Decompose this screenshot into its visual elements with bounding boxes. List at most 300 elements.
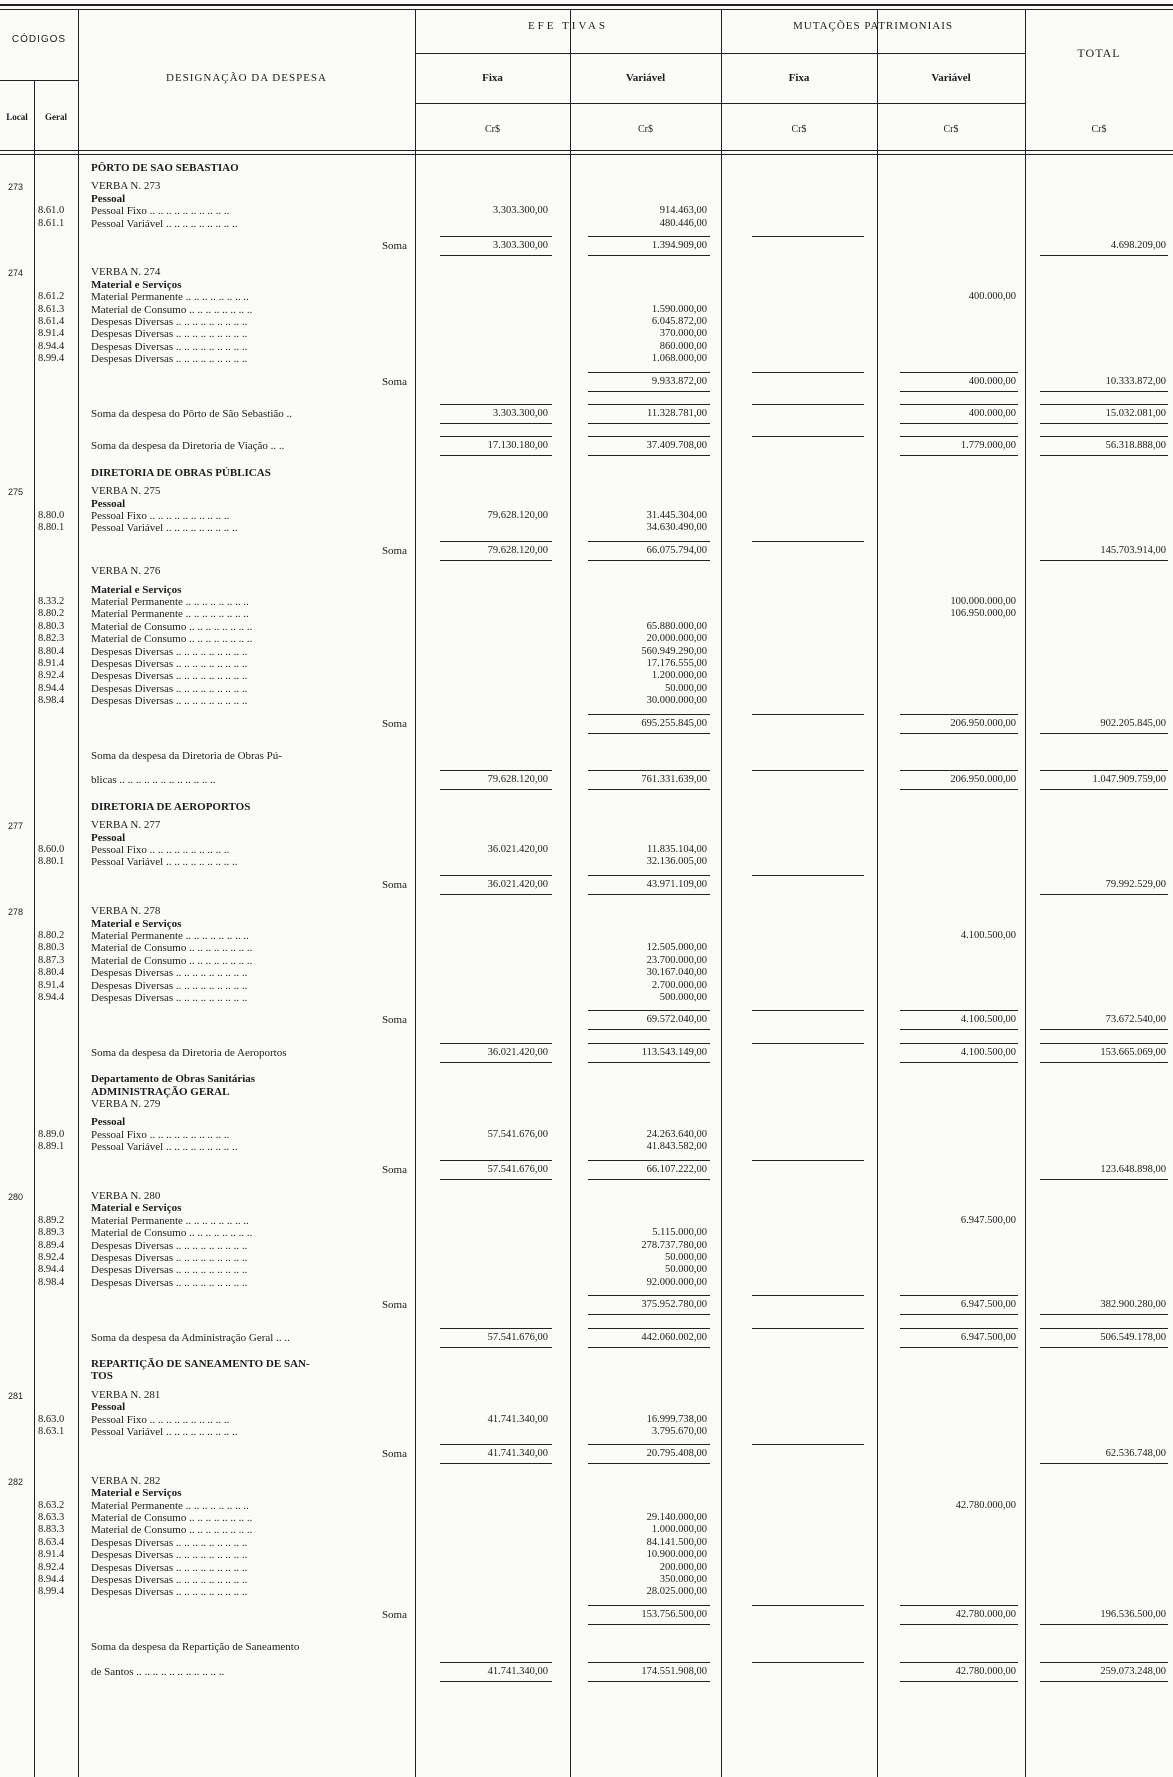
value-efetiva-variavel: 11.328.781,00 — [647, 408, 707, 419]
sum-rule-variavel — [588, 1160, 710, 1161]
top-rule-inner — [0, 9, 1173, 10]
expense-description: VERBA N. 277 — [91, 819, 161, 832]
value-efetiva-variavel: 153.756.500,00 — [641, 1608, 707, 1620]
code-geral: 8.94.4 — [38, 340, 65, 352]
expense-description: Despesas Diversas .. .. .. .. .. .. .. .. .. — [91, 1239, 248, 1252]
top-rule — [0, 4, 1173, 6]
value-efetiva-fixa: 57.541.676,00 — [487, 1128, 548, 1140]
section-heading: Material e Serviços — [91, 1202, 182, 1215]
value-total: 56.318.888,00 — [1105, 440, 1166, 452]
expense-description: Pessoal Fixo .. .. .. .. .. .. .. .. .. .. — [91, 1128, 230, 1141]
value-mutacao-variavel: 400.000,00 — [968, 291, 1016, 303]
value-efetiva-variavel: 30.000.000,00 — [646, 695, 707, 707]
sum-rule-below-total — [1040, 255, 1168, 256]
soma-label: Soma — [381, 717, 407, 730]
sum-rule-mut-fixa — [752, 1444, 864, 1445]
sum-rule-below-fixa — [440, 1463, 552, 1464]
expense-description: Soma da despesa da Diretoria de Viação .. .. — [91, 440, 285, 453]
code-geral: 8.63.4 — [38, 1536, 65, 1548]
code-geral: 8.92.4 — [38, 1252, 65, 1263]
sum-rule-total — [1040, 404, 1168, 405]
sum-rule-below-fixa — [440, 894, 552, 895]
rule-sub — [415, 103, 1025, 104]
sum-rule-mut-fixa — [752, 1160, 864, 1161]
expense-description: Pessoal Variável .. .. .. .. .. .. .. .. .. — [91, 522, 238, 535]
sum-rule-mut-fixa — [752, 236, 864, 237]
value-efetiva-fixa: 36.021.420,00 — [487, 1046, 548, 1058]
code-geral: 8.80.3 — [38, 942, 65, 954]
sum-rule-below-variavel — [588, 1062, 710, 1063]
sum-rule-below-variavel — [588, 1624, 710, 1625]
value-efetiva-variavel: 84.141.500,00 — [646, 1536, 707, 1548]
header-currency-5: Cr$ — [1091, 124, 1107, 135]
sum-rule-mut-variavel — [900, 1043, 1018, 1044]
sum-rule-mut-variavel — [900, 404, 1018, 405]
expense-description: Despesas Diversas .. .. .. .. .. .. .. .. .. — [91, 670, 248, 683]
value-efetiva-variavel: 375.952.780,00 — [641, 1299, 707, 1311]
value-efetiva-fixa: 41.741.340,00 — [487, 1665, 548, 1677]
sum-rule-below-mut — [900, 1314, 1018, 1315]
sum-rule-below-variavel — [588, 560, 710, 561]
expense-description: VERBA N. 279 — [91, 1098, 161, 1110]
code-geral: 8.91.4 — [38, 658, 65, 669]
value-efetiva-variavel: 113.543.149,00 — [641, 1046, 707, 1058]
value-efetiva-variavel: 860.000,00 — [659, 340, 707, 352]
soma-label: Soma — [381, 1014, 407, 1027]
expense-description: Material Permanente .. .. .. .. .. .. .. .. — [91, 1499, 249, 1512]
sum-rule-mut-fixa — [752, 372, 864, 373]
code-geral: 8.61.3 — [38, 303, 65, 315]
code-geral: 8.63.0 — [38, 1413, 65, 1425]
sum-rule-below-total — [1040, 1347, 1168, 1348]
expense-description: Material Permanente .. .. .. .. .. .. .. .. — [91, 930, 249, 942]
value-mutacao-variavel: 400.000,00 — [968, 375, 1016, 387]
sum-rule-below-variavel — [588, 1314, 710, 1315]
value-total: 79.992.529,00 — [1105, 878, 1166, 890]
sum-rule-below-mut — [900, 391, 1018, 392]
value-efetiva-variavel: 2.700.000,00 — [651, 979, 707, 991]
expense-description: Despesas Diversas .. .. .. .. .. .. .. .. .. — [91, 682, 248, 695]
value-efetiva-variavel: 1.000.000,00 — [651, 1524, 707, 1536]
expense-description: VERBA N. 273 — [91, 180, 161, 193]
header-currency-3: Cr$ — [791, 124, 807, 135]
sum-rule-below-variavel — [588, 391, 710, 392]
value-total: 15.032.081,00 — [1105, 408, 1166, 419]
expense-description: Material Permanente .. .. .. .. .. .. .. .. — [91, 608, 249, 621]
sum-rule-variavel — [588, 541, 710, 542]
expense-description: Material de Consumo .. .. .. .. .. .. .. .. — [91, 633, 253, 646]
sum-rule-fixa — [440, 404, 552, 405]
expense-description: Despesas Diversas .. .. .. .. .. .. .. .. .. — [91, 979, 248, 992]
code-geral: 8.99.4 — [38, 1586, 65, 1598]
value-mutacao-variavel: 6.947.500,00 — [960, 1331, 1016, 1343]
value-total: 382.900.280,00 — [1100, 1299, 1166, 1311]
code-geral: 8.83.3 — [38, 1524, 65, 1536]
rule-variavel — [721, 10, 722, 1777]
rule-codigos — [0, 80, 78, 81]
expense-description: Material de Consumo .. .. .. .. .. .. .. .. — [91, 954, 253, 967]
value-mutacao-variavel: 4.100.500,00 — [960, 1046, 1016, 1058]
value-efetiva-variavel: 5.115.000,00 — [652, 1227, 707, 1239]
header-geral: Geral — [45, 112, 67, 122]
sum-rule-mut-variavel — [900, 770, 1018, 771]
sum-rule-below-total — [1040, 1062, 1168, 1063]
expense-description: Despesas Diversas .. .. .. .. .. .. .. .. .. — [91, 1276, 248, 1289]
value-efetiva-fixa: 41.741.340,00 — [487, 1413, 548, 1425]
sum-rule-below-fixa — [440, 1347, 552, 1348]
header-mutacoes-variavel: Variável — [931, 72, 971, 84]
value-total: 10.333.872,00 — [1105, 375, 1166, 387]
value-mutacao-variavel: 100.000.000,00 — [950, 596, 1016, 607]
value-total: 153.665.069,00 — [1100, 1046, 1166, 1058]
code-geral: 8.80.4 — [38, 645, 65, 657]
header-currency-1: Cr$ — [485, 124, 500, 135]
section-heading: DIRETORIA DE AEROPORTOS — [91, 800, 251, 813]
sum-rule-below-mut — [900, 1062, 1018, 1063]
value-mutacao-variavel: 206.950.000,00 — [950, 774, 1016, 786]
soma-label: Soma — [381, 1163, 407, 1176]
rule-header-bottom-2 — [0, 154, 1173, 155]
value-efetiva-variavel: 200.000,00 — [659, 1561, 707, 1573]
value-efetiva-variavel: 11.835.104,00 — [647, 844, 707, 855]
value-efetiva-variavel: 3.795.670,00 — [651, 1426, 707, 1437]
sum-rule-below-fixa — [440, 560, 552, 561]
value-efetiva-variavel: 41.843.582,00 — [646, 1141, 707, 1153]
sum-rule-mut-variavel — [900, 1605, 1018, 1606]
code-geral: 8.61.4 — [38, 316, 65, 327]
value-efetiva-variavel: 560.949.290,00 — [641, 645, 707, 657]
sum-rule-total — [1040, 1043, 1168, 1044]
value-efetiva-variavel: 50.000,00 — [665, 1252, 707, 1263]
sum-rule-mut-variavel — [900, 1328, 1018, 1329]
sum-rule-mut-fixa — [752, 1295, 864, 1296]
value-total: 4.698.209,00 — [1110, 240, 1166, 251]
code-geral: 8.80.0 — [38, 510, 65, 521]
sum-rule-mut-fixa — [752, 875, 864, 876]
sum-rule-below-total — [1040, 1624, 1168, 1625]
expense-description: Material Permanente .. .. .. .. .. .. .. .. — [91, 596, 249, 608]
code-local: 273 — [8, 182, 24, 193]
sum-rule-variavel — [588, 436, 710, 437]
value-efetiva-variavel: 12.505.000,00 — [646, 942, 707, 954]
code-geral: 8.80.1 — [38, 522, 65, 534]
expense-description: Soma da despesa da Administração Geral .. .. — [91, 1331, 290, 1344]
value-efetiva-variavel: 278.737.780,00 — [641, 1239, 707, 1251]
expense-description: Despesas Diversas .. .. .. .. .. .. .. .. .. — [91, 992, 248, 1004]
sum-rule-total — [1040, 1662, 1168, 1663]
sum-rule-mut-fixa — [752, 404, 864, 405]
expense-description: VERBA N. 282 — [91, 1474, 161, 1487]
value-mutacao-variavel: 206.950.000,00 — [950, 717, 1016, 729]
expense-description: Pessoal Variável .. .. .. .. .. .. .. .. .. — [91, 1426, 238, 1438]
sum-rule-variavel — [588, 236, 710, 237]
sum-rule-below-fixa — [440, 789, 552, 790]
expense-description: Despesas Diversas .. .. .. .. .. .. .. .. .. — [91, 1549, 248, 1562]
sum-rule-fixa — [440, 875, 552, 876]
sum-rule-fixa — [440, 1160, 552, 1161]
value-efetiva-fixa: 36.021.420,00 — [487, 844, 548, 855]
sum-rule-below-total — [1040, 894, 1168, 895]
expense-description: Despesas Diversas .. .. .. .. .. .. .. .. .. — [91, 1586, 248, 1599]
value-efetiva-fixa: 79.628.120,00 — [487, 510, 548, 521]
sum-rule-below-fixa — [440, 455, 552, 456]
code-geral: 8.63.1 — [38, 1426, 65, 1437]
sum-rule-below-total — [1040, 789, 1168, 790]
sum-rule-below-total — [1040, 560, 1168, 561]
value-total: 123.648.898,00 — [1100, 1163, 1166, 1175]
code-geral: 8.80.2 — [38, 930, 65, 941]
sum-rule-below-variavel — [588, 455, 710, 456]
sum-rule-below-variavel — [588, 733, 710, 734]
sum-rule-below-mut — [900, 1681, 1018, 1682]
expense-description: Despesas Diversas .. .. .. .. .. .. .. .. .. — [91, 328, 248, 341]
sum-rule-fixa — [440, 1444, 552, 1445]
value-efetiva-variavel: 50.000,00 — [665, 682, 707, 694]
sum-rule-below-total — [1040, 733, 1168, 734]
value-efetiva-variavel: 9.933.872,00 — [651, 375, 707, 387]
sum-rule-mut-fixa — [752, 1010, 864, 1011]
section-heading: Pessoal — [91, 831, 126, 844]
value-efetiva-variavel: 1.068.000,00 — [651, 353, 707, 365]
expense-description: Material de Consumo .. .. .. .. .. .. .. .. — [91, 620, 253, 633]
expense-description: Despesas Diversas .. .. .. .. .. .. .. .. .. — [91, 1252, 248, 1264]
sum-rule-below-variavel — [588, 1029, 710, 1030]
value-efetiva-fixa: 36.021.420,00 — [487, 878, 548, 890]
value-efetiva-variavel: 28.025.000,00 — [646, 1586, 707, 1598]
sum-rule-mut-variavel — [900, 714, 1018, 715]
sum-rule-mut-variavel — [900, 1662, 1018, 1663]
expense-description: VERBA N. 275 — [91, 485, 161, 498]
value-efetiva-variavel: 20.000.000,00 — [646, 633, 707, 645]
header-efetivas-fixa: Fixa — [482, 72, 503, 84]
expense-description: Soma da despesa da Diretoria de Aeroportos — [91, 1046, 287, 1059]
value-efetiva-variavel: 30.167.040,00 — [646, 967, 707, 979]
code-geral: 8.91.4 — [38, 1549, 65, 1561]
value-efetiva-variavel: 23.700.000,00 — [646, 954, 707, 966]
expense-description: Soma da despesa da Diretoria de Obras Pú- — [91, 750, 282, 762]
expense-description: Despesas Diversas .. .. .. .. .. .. .. .. .. — [91, 695, 248, 708]
header-efetivas: EFE TIVAS — [527, 20, 609, 32]
expense-description: Despesas Diversas .. .. .. .. .. .. .. .. .. — [91, 967, 248, 980]
expense-description: Material de Consumo .. .. .. .. .. .. .. .. — [91, 1512, 253, 1524]
code-geral: 8.63.3 — [38, 1512, 65, 1523]
sum-rule-below-mut — [900, 1029, 1018, 1030]
value-efetiva-variavel: 695.255.845,00 — [641, 717, 707, 729]
value-efetiva-fixa: 79.628.120,00 — [487, 774, 548, 786]
expense-description: Despesas Diversas .. .. .. .. .. .. .. .. .. — [91, 1264, 248, 1277]
code-geral: 8.89.4 — [38, 1239, 65, 1251]
value-efetiva-variavel: 20.795.408,00 — [646, 1448, 707, 1460]
value-efetiva-fixa: 57.541.676,00 — [487, 1331, 548, 1343]
sum-rule-variavel — [588, 1444, 710, 1445]
code-geral: 8.99.4 — [38, 353, 65, 365]
value-efetiva-variavel: 92.000.000,00 — [646, 1276, 707, 1288]
section-heading: DIRETORIA DE OBRAS PÚBLICAS — [91, 466, 271, 479]
value-efetiva-variavel: 31.445.304,00 — [646, 510, 707, 521]
section-heading: Pessoal — [91, 497, 126, 510]
code-geral: 8.33.2 — [38, 596, 65, 607]
value-mutacao-variavel: 400.000,00 — [968, 408, 1016, 419]
sum-rule-fixa — [440, 1662, 552, 1663]
sum-rule-total — [1040, 436, 1168, 437]
value-efetiva-fixa: 3.303.300,00 — [492, 205, 548, 217]
soma-label: Soma — [381, 375, 407, 388]
sum-rule-total — [1040, 1328, 1168, 1329]
sum-rule-below-variavel — [588, 789, 710, 790]
expense-description: Pessoal Variável .. .. .. .. .. .. .. .. .. — [91, 1141, 238, 1154]
expense-description: Despesas Diversas .. .. .. .. .. .. .. .. .. — [91, 316, 248, 328]
section-heading: Material e Serviços — [91, 917, 182, 930]
code-local: 275 — [8, 487, 24, 498]
code-geral: 8.94.4 — [38, 1264, 65, 1276]
value-efetiva-fixa: 3.303.300,00 — [492, 240, 548, 251]
sum-rule-mut-fixa — [752, 714, 864, 715]
sum-rule-below-fixa — [440, 423, 552, 424]
value-efetiva-variavel: 1.590.000,00 — [651, 303, 707, 315]
soma-label: Soma — [381, 240, 407, 252]
sum-rule-variavel — [588, 1662, 710, 1663]
expense-description: Despesas Diversas .. .. .. .. .. .. .. .. .. — [91, 340, 248, 353]
sum-rule-below-total — [1040, 1179, 1168, 1180]
code-geral: 8.82.3 — [38, 633, 65, 645]
value-efetiva-fixa: 79.628.120,00 — [487, 544, 548, 556]
code-geral: 8.63.2 — [38, 1499, 65, 1511]
code-geral: 8.98.4 — [38, 695, 65, 707]
code-geral: 8.94.4 — [38, 1574, 65, 1585]
value-total: 259.073.248,00 — [1100, 1665, 1166, 1677]
expense-description: Pessoal Fixo .. .. .. .. .. .. .. .. .. .. — [91, 1413, 230, 1426]
code-geral: 8.89.0 — [38, 1128, 65, 1140]
expense-description: Material de Consumo .. .. .. .. .. .. .. .. — [91, 1524, 253, 1537]
expense-description: VERBA N. 280 — [91, 1190, 161, 1202]
sum-rule-variavel — [588, 1295, 710, 1296]
sum-rule-below-variavel — [588, 1347, 710, 1348]
expense-description: Material Permanente .. .. .. .. .. .. .. .. — [91, 1214, 249, 1227]
expense-description: Pessoal Variável .. .. .. .. .. .. .. .. .. — [91, 856, 238, 869]
sum-rule-below-mut — [900, 1624, 1018, 1625]
value-efetiva-variavel: 24.263.640,00 — [646, 1128, 707, 1140]
sum-rule-below-total — [1040, 1029, 1168, 1030]
code-geral: 8.94.4 — [38, 992, 65, 1003]
sum-rule-mut-fixa — [752, 1605, 864, 1606]
section-heading: ADMINISTRAÇÃO GERAL — [91, 1085, 230, 1098]
sum-rule-below-variavel — [588, 1179, 710, 1180]
sum-rule-variavel — [588, 372, 710, 373]
code-geral: 8.98.4 — [38, 1276, 65, 1288]
value-total: 196.536.500,00 — [1100, 1608, 1166, 1620]
sum-rule-mut-variavel — [900, 1295, 1018, 1296]
rule-mut-variavel — [1025, 10, 1026, 1777]
sum-rule-below-total — [1040, 455, 1168, 456]
section-heading: TOS — [91, 1370, 113, 1383]
header-currency-2: Cr$ — [638, 124, 653, 135]
sum-rule-below-mut — [900, 789, 1018, 790]
value-total: 1.047.909.759,00 — [1092, 774, 1166, 786]
section-heading: Pessoal — [91, 1401, 126, 1414]
expense-description: Pessoal Fixo .. .. .. .. .. .. .. .. .. .. — [91, 205, 230, 218]
section-heading: Material e Serviços — [91, 1487, 182, 1500]
expense-description: VERBA N. 274 — [91, 266, 161, 279]
code-geral: 8.89.3 — [38, 1227, 65, 1239]
soma-label: Soma — [381, 1299, 407, 1312]
sum-rule-variavel — [588, 714, 710, 715]
sum-rule-mut-fixa — [752, 1043, 864, 1044]
value-mutacao-variavel: 6.947.500,00 — [960, 1299, 1016, 1311]
value-efetiva-variavel: 43.971.109,00 — [646, 878, 707, 890]
sum-rule-fixa — [440, 541, 552, 542]
sum-rule-total — [1040, 770, 1168, 771]
sum-rule-mut-fixa — [752, 541, 864, 542]
code-geral: 8.80.1 — [38, 856, 65, 868]
header-codigos: CÓDIGOS — [11, 34, 67, 45]
expense-description: Pessoal Fixo .. .. .. .. .. .. .. .. .. .. — [91, 844, 230, 856]
code-local: 281 — [8, 1390, 24, 1401]
sum-rule-below-variavel — [588, 255, 710, 256]
sum-rule-fixa — [440, 1043, 552, 1044]
code-geral: 8.61.0 — [38, 205, 65, 217]
sum-rule-fixa — [440, 770, 552, 771]
expense-description: de Santos .. .. .. .. .. .. .. .. .. .. .. — [91, 1665, 225, 1678]
sum-rule-below-variavel — [588, 1463, 710, 1464]
value-total: 145.703.914,00 — [1100, 544, 1166, 556]
expense-description: blicas .. .. .. .. .. .. .. .. .. .. .. .. — [91, 774, 216, 787]
rule-group — [415, 53, 1025, 54]
code-local: 274 — [8, 268, 24, 279]
code-geral: 8.91.4 — [38, 979, 65, 991]
expense-description: Material de Consumo .. .. .. .. .. .. .. .. — [91, 303, 253, 316]
header-mutacoes-fixa: Fixa — [788, 72, 810, 84]
soma-label: Soma — [381, 878, 407, 891]
sum-rule-mut-variavel — [900, 436, 1018, 437]
value-mutacao-variavel: 42.780.000,00 — [955, 1665, 1016, 1677]
value-efetiva-variavel: 50.000,00 — [665, 1264, 707, 1276]
value-efetiva-variavel: 1.200.000,00 — [651, 670, 707, 682]
rule-local — [34, 80, 35, 1777]
sum-rule-mut-fixa — [752, 1662, 864, 1663]
value-mutacao-variavel: 42.780.000,00 — [955, 1608, 1016, 1620]
code-geral: 8.92.4 — [38, 670, 65, 682]
expense-description: Despesas Diversas .. .. .. .. .. .. .. .. .. — [91, 1536, 248, 1549]
code-geral: 8.80.2 — [38, 608, 65, 620]
sum-rule-below-mut — [900, 733, 1018, 734]
value-total: 73.672.540,00 — [1105, 1014, 1166, 1026]
value-efetiva-variavel: 32.136.005,00 — [646, 856, 707, 868]
sum-rule-variavel — [588, 1043, 710, 1044]
value-efetiva-variavel: 500.000,00 — [659, 992, 707, 1003]
sum-rule-variavel — [588, 1605, 710, 1606]
sum-rule-below-total — [1040, 1463, 1168, 1464]
value-efetiva-fixa: 57.541.676,00 — [487, 1163, 548, 1175]
code-local: 277 — [8, 821, 24, 832]
value-mutacao-variavel: 1.779.000,00 — [960, 440, 1016, 452]
expense-description: VERBA N. 276 — [91, 565, 161, 578]
value-mutacao-variavel: 106.950.000,00 — [950, 608, 1016, 620]
expense-description: Soma da despesa da Repartição de Saneamento — [91, 1641, 300, 1654]
value-efetiva-variavel: 29.140.000,00 — [646, 1512, 707, 1523]
value-efetiva-fixa: 3.303.300,00 — [492, 408, 548, 419]
header-designacao: DESIGNAÇÃO DA DESPESA — [166, 72, 327, 84]
sum-rule-below-total — [1040, 1681, 1168, 1682]
expense-description: Despesas Diversas .. .. .. .. .. .. .. .. .. — [91, 1561, 248, 1574]
value-efetiva-variavel: 37.409.708,00 — [646, 440, 707, 452]
header-total: TOTAL — [1077, 46, 1121, 60]
rule-desc — [415, 10, 416, 1777]
expense-description: VERBA N. 281 — [91, 1388, 161, 1401]
expense-description: Despesas Diversas .. .. .. .. .. .. .. .. .. — [91, 658, 248, 670]
value-efetiva-variavel: 65.880.000,00 — [646, 620, 707, 632]
code-local: 278 — [8, 907, 24, 918]
sum-rule-fixa — [440, 436, 552, 437]
